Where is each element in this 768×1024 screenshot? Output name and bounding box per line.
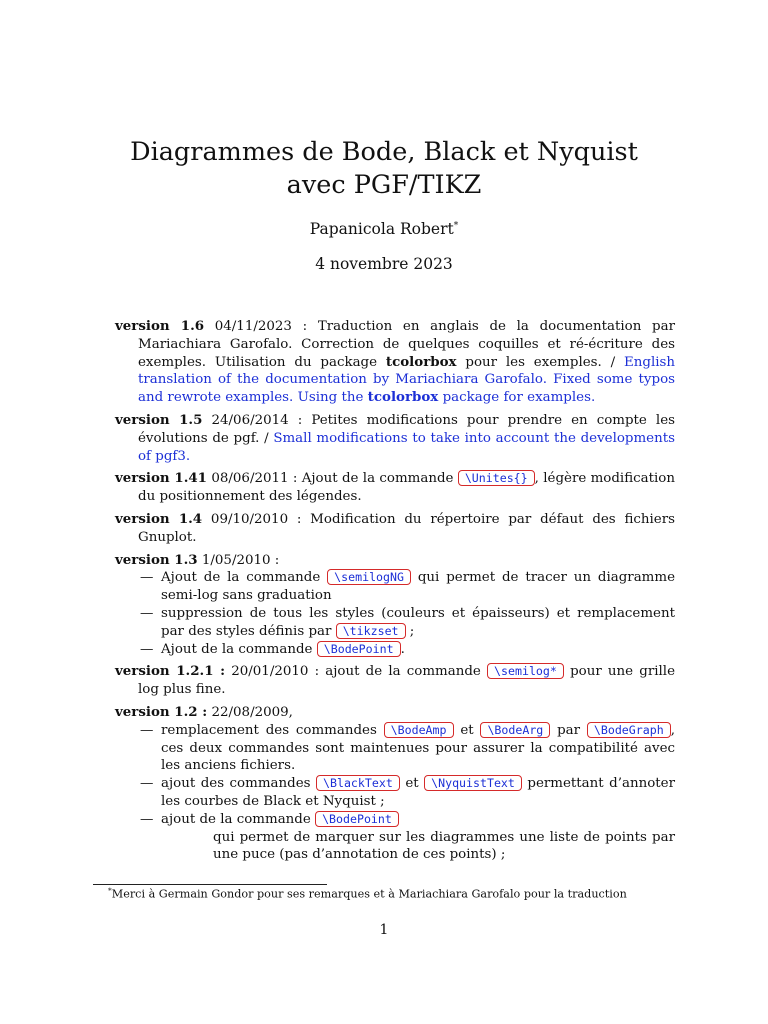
command-box-bodepoint[interactable]: \BodePoint [317,641,401,657]
command-box-semilogng[interactable]: \semilogNG [327,569,411,585]
dash-bullet: — [140,641,154,657]
item-text: par [557,722,581,738]
document-date: 4 novembre 2023 [315,255,453,273]
command-box-tikzset[interactable]: \tikzset [336,623,406,639]
list-item [138,722,675,775]
version-label: version 1.6 [115,318,205,334]
version-date: 20/01/2010 : [231,664,320,680]
entry-text-fr: Petites modifications pour prendre en compte les évolutions de pgf. / [138,412,676,446]
package-name: tcolorbox [385,353,457,370]
version-date: 09/10/2010 : [210,511,302,527]
changelog-entry-1-2-1 [115,663,675,699]
item-text: . [400,641,405,657]
item-text: qui permet de tracer un diagramme semi-log sans graduation [161,570,675,604]
footnote [108,886,627,901]
list-item [138,569,675,605]
command-box-bodegraph[interactable]: \BodeGraph [587,722,671,738]
entry-text: pour une grille log plus fine. [138,664,675,698]
author-line [0,220,768,238]
item-text: Ajout de la commande [161,570,321,586]
command-box-blacktext[interactable]: \BlackText [316,775,400,791]
dash-bullet: — [140,722,154,738]
version-label: version 1.2 : [115,703,208,720]
page-number: 1 [379,922,389,938]
entry-text-en: Small modifications to take into account the developments of pgf3. [138,430,675,464]
dash-bullet: — [140,776,154,792]
item-text: , ces deux commandes sont maintenues pour assurer la compatibilité avec les anciens fichiers. [161,722,675,774]
version-label: version 1.2.1 : [115,663,226,680]
version-label: version 1.5 [115,411,203,428]
item-text: ajout de la commande [161,811,311,827]
changelog [115,318,675,869]
author-name: Papanicola Robert [309,220,454,238]
footnote-mark: * [108,886,112,895]
version-label: version 1.4 [115,510,203,527]
version-label: version 1.3 [115,551,198,568]
list-item [138,775,675,811]
document-title: Diagrammes de Bode, Black et Nyquist avec PGF/TIKZ [130,137,638,200]
command-box-bodepoint[interactable]: \BodePoint [315,811,399,827]
entry-text: ajout de la commande [325,664,481,680]
version-label: version 1.41 [115,470,208,487]
list-item [138,605,675,641]
changelog-entry-1-4 [115,511,675,547]
version-date: 24/06/2014 : [211,412,303,428]
version-date: 08/06/2011 : [211,471,298,487]
command-box-semilog-star[interactable]: \semilog* [487,663,564,679]
footnote-rule [93,884,327,885]
item-text: ; [409,623,415,639]
command-box-nyquisttext[interactable]: \NyquistText [424,775,522,791]
changelog-entry-1-2 [115,704,675,864]
version-date: 22/08/2009, [211,704,293,720]
command-box-bodeamp[interactable]: \BodeAmp [384,722,454,738]
list-item [138,641,675,659]
version-date: 04/11/2023 : [214,319,308,334]
item-text: et [405,776,419,792]
entry-text-en: English translation of the documentation by Mariachiara Garofalo. Fixed some typos and rewrote examples. Using the [138,354,676,406]
dash-bullet: — [140,570,154,586]
item-text: permettant d’annoter les courbes de Black et Nyquist ; [161,776,675,809]
item-text: Ajout de la commande [161,641,313,657]
item-text: suppression de tous les styles (couleurs et épaisseurs) et remplacement par des styles définis par [161,605,675,639]
entry-text-fr: Traduction en anglais de la documentation par Mariachiara Garofalo. Correction de quelques coquilles et ré-écriture des exemples. Utilisation du package [138,319,675,370]
dash-bullet: — [140,605,154,621]
item-text: qui permet de marquer sur les diagrammes une liste de points par une puce (pas d’annotation de ces points) ; [213,829,675,863]
version-date: 1/05/2010 : [201,552,280,568]
entry-text: Modification du répertoire par défaut des fichiers Gnuplot. [138,511,675,545]
entry-text-fr: pour les exemples. / [465,354,616,370]
changelog-entry-1-6 [115,318,675,407]
changelog-entry-1-3 [115,552,675,659]
list-item [138,811,675,864]
item-text: et [460,722,474,738]
command-box-unites[interactable]: \Unites{} [458,470,535,486]
item-text: ajout des commandes [161,776,311,792]
dash-bullet: — [140,811,154,827]
footnote-mark[interactable]: * [453,220,459,231]
changelog-entry-1-41 [115,470,675,506]
item-text: remplacement des commandes [161,722,377,738]
entry-list [138,569,675,658]
command-box-bodearg[interactable]: \BodeArg [480,722,550,738]
footnote-text: Merci à Germain Gondor pour ses remarques et à Mariachiara Garofalo pour la traduction [111,887,627,901]
entry-text-en: package for examples. [442,390,596,406]
entry-list [138,722,675,864]
entry-text: Ajout de la commande [301,471,454,487]
changelog-entry-1-5 [115,412,675,465]
package-name-en: tcolorbox [367,389,439,406]
entry-text: , légère modification du positionnement des légendes. [138,471,675,505]
